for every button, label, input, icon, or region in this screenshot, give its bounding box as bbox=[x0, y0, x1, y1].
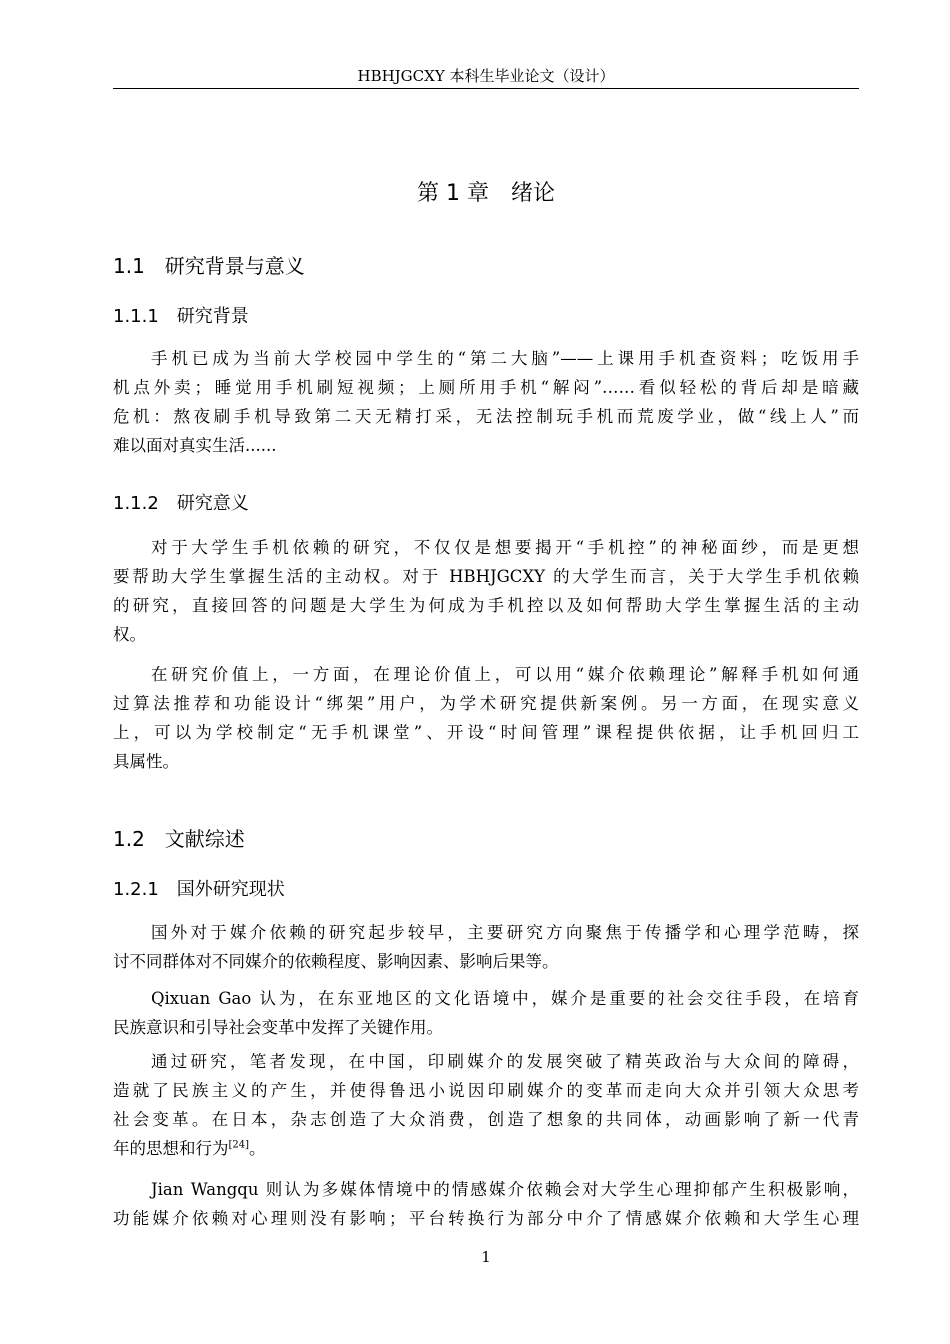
text-line bbox=[113, 1134, 859, 1163]
text-line: 民族意识和引导社会变革中发挥了关键作用。 bbox=[113, 1018, 443, 1037]
paragraph-jian-wangqu bbox=[113, 1175, 859, 1233]
text-line: 造就了民族主义的产生，并使得鲁迅小说因印刷媒介的变革而走向大众并引领大众思考 bbox=[113, 1081, 859, 1100]
section-heading-1-1: 1.1 研究背景与意义 bbox=[113, 254, 305, 278]
paragraph-author-findings bbox=[113, 1047, 859, 1163]
citation-reference: [24] bbox=[228, 1139, 250, 1151]
header-divider bbox=[113, 88, 859, 89]
text-line: Jian Wangqu 则认为多媒体情境中的情感媒介依赖会对大学生心理抑郁产生积极影响， bbox=[151, 1180, 859, 1199]
page-number: 1 bbox=[481, 1248, 491, 1266]
paragraph-research-background bbox=[113, 344, 859, 460]
paragraph-research-significance bbox=[113, 533, 859, 649]
text-line: 讨不同群体对不同媒介的依赖程度、影响因素、影响后果等。 bbox=[113, 952, 559, 971]
subsection-heading-1-1-2: 1.1.2 研究意义 bbox=[113, 493, 249, 514]
text-line: 手机已成为当前大学校园中学生的“第二大脑”——上课用手机查资料；吃饭用手 bbox=[151, 349, 859, 368]
text-line: 要帮助大学生掌握生活的主动权。对于 HBHJGCXY 的大学生而言，关于大学生手机依赖 bbox=[113, 567, 859, 586]
paragraph-foreign-research bbox=[113, 918, 859, 976]
text-line: 危机：熬夜刷手机导致第二天无精打采，无法控制玩手机而荒废学业，做“线上人”而 bbox=[113, 407, 859, 426]
text-line: 的研究，直接回答的问题是大学生为何成为手机控以及如何帮助大学生掌握生活的主动 bbox=[113, 596, 859, 615]
chapter-title: 第 1 章 绪论 bbox=[417, 181, 555, 206]
paragraph-qixuan-gao bbox=[113, 984, 859, 1042]
text-fragment: 。 bbox=[249, 1139, 266, 1158]
text-line: 难以面对真实生活...... bbox=[113, 436, 277, 455]
paragraph-research-value bbox=[113, 660, 859, 776]
text-fragment: 年的思想和行为 bbox=[113, 1139, 229, 1158]
text-line: 国外对于媒介依赖的研究起步较早，主要研究方向聚焦于传播学和心理学范畴，探 bbox=[151, 923, 859, 942]
text-line: 上，可以为学校制定“无手机课堂”、开设“时间管理”课程提供依据，让手机回归工 bbox=[113, 723, 859, 742]
text-line: 机点外卖；睡觉用手机刷短视频；上厕所用手机“解闷”……看似轻松的背后却是暗藏 bbox=[113, 378, 859, 397]
subsection-heading-1-2-1: 1.2.1 国外研究现状 bbox=[113, 879, 285, 900]
text-line: 对于大学生手机依赖的研究，不仅仅是想要揭开“手机控”的神秘面纱，而是更想 bbox=[151, 538, 859, 557]
subsection-heading-1-1-1: 1.1.1 研究背景 bbox=[113, 306, 249, 327]
page-header: HBHJGCXY 本科生毕业论文（设计） bbox=[357, 67, 615, 85]
text-line: 权。 bbox=[113, 625, 146, 644]
text-line: 在研究价值上，一方面，在理论价值上，可以用“媒介依赖理论”解释手机如何通 bbox=[151, 665, 859, 684]
text-line: 过算法推荐和功能设计“绑架”用户，为学术研究提供新案例。另一方面，在现实意义 bbox=[113, 694, 859, 713]
text-line: 具属性。 bbox=[113, 752, 179, 771]
text-line: 社会变革。在日本，杂志创造了大众消费，创造了想象的共同体，动画影响了新一代青 bbox=[113, 1110, 859, 1129]
text-line: 通过研究，笔者发现，在中国，印刷媒介的发展突破了精英政治与大众间的障碍， bbox=[151, 1052, 859, 1071]
text-line: Qixuan Gao 认为，在东亚地区的文化语境中，媒介是重要的社会交往手段，在培育 bbox=[151, 989, 859, 1008]
section-heading-1-2: 1.2 文献综述 bbox=[113, 827, 245, 851]
text-line: 功能媒介依赖对心理则没有影响；平台转换行为部分中介了情感媒介依赖和大学生心理 bbox=[113, 1209, 859, 1228]
